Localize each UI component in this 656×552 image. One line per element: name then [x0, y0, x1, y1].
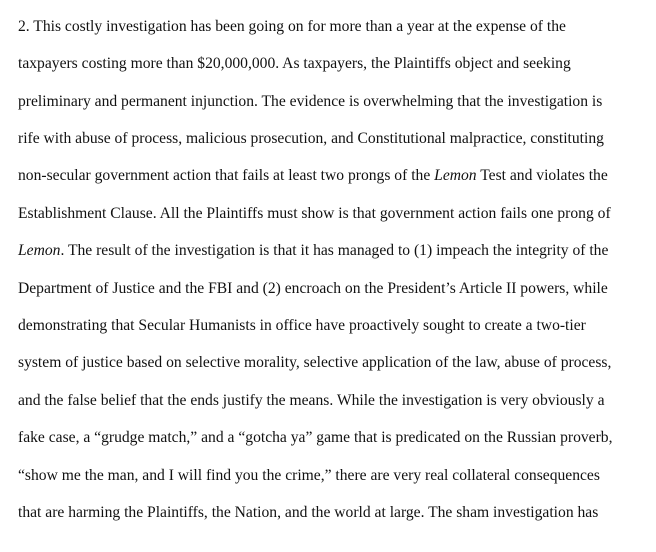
paragraph-line-14: that are harming the Plaintiffs, the Nation, and the world at large. The sham investigation has [18, 504, 599, 521]
paragraph-line-11: and the false belief that the ends justify the means. While the investigation is very obviously a [18, 392, 605, 409]
paragraph-line-4: rife with abuse of process, malicious prosecution, and Constitutional malpractice, constituting [18, 130, 604, 147]
paragraph-line-5: non-secular government action that fails at least two prongs of the Lemon Test and violates the [18, 167, 608, 184]
paragraph-line-1: 2. This costly investigation has been going on for more than a year at the expense of the [18, 18, 566, 35]
paragraph-line-2: taxpayers costing more than $20,000,000. As taxpayers, the Plaintiffs object and seeking [18, 55, 571, 72]
paragraph-line-12: fake case, a “grudge match,” and a “gotcha ya” game that is predicated on the Russian proverb, [18, 429, 613, 446]
paragraph-line-8: Department of Justice and the FBI and (2) encroach on the President’s Article II powers, while [18, 280, 608, 297]
paragraph-line-9: demonstrating that Secular Humanists in office have proactively sought to create a two-tier [18, 317, 586, 334]
paragraph-line-3: preliminary and permanent injunction. The evidence is overwhelming that the investigation is [18, 93, 603, 110]
paragraph-line-7: Lemon. The result of the investigation is that it has managed to (1) impeach the integrity of the [18, 242, 609, 259]
paragraph-line-13: “show me the man, and I will find you the crime,” there are very real collateral consequences [18, 467, 600, 484]
paragraph-line-6: Establishment Clause. All the Plaintiffs must show is that government action fails one prong of [18, 205, 611, 222]
case-name-lemon: Lemon [18, 242, 61, 259]
paragraph-line-10: system of justice based on selective morality, selective application of the law, abuse of process, [18, 354, 612, 371]
case-name-lemon: Lemon [434, 167, 477, 184]
